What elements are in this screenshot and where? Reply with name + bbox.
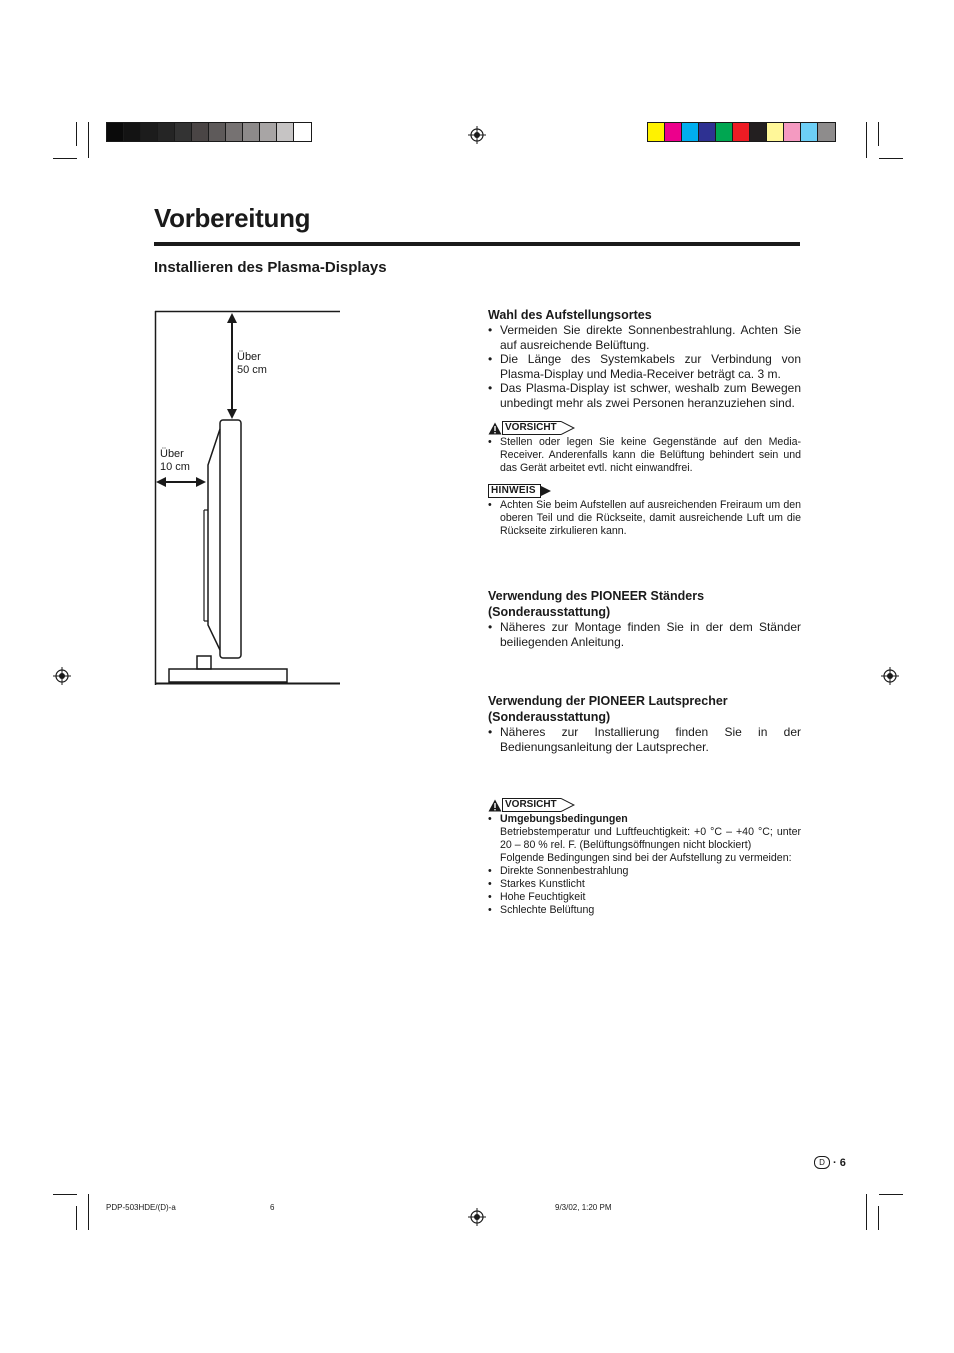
arrow-right-icon	[541, 486, 551, 496]
crop-mark	[866, 122, 867, 158]
caution-badge	[488, 421, 801, 435]
bullet-list	[488, 620, 801, 649]
section-heading: Verwendung des PIONEER Ständers	[488, 589, 705, 603]
language-badge: D	[814, 1156, 830, 1169]
section-heading: (Sonderausstattung)	[488, 710, 611, 724]
crop-mark	[76, 122, 77, 146]
list-item: Betriebstemperatur und Luftfeuchtigkeit: +0 °C – +40 °C; unter 20 – 80 % rel. F. (Belüftungsöffnungen nicht blockiert)	[500, 826, 801, 851]
color-swatch	[209, 123, 226, 141]
environment-heading: Umgebungsbedingungen	[500, 813, 628, 825]
cmyk-color-bar	[647, 122, 836, 142]
color-swatch	[192, 123, 209, 141]
section-location	[488, 307, 801, 538]
clearance-label-side	[160, 448, 190, 474]
color-swatch	[699, 123, 716, 141]
crop-mark	[879, 158, 903, 159]
color-swatch	[750, 123, 767, 141]
crop-mark	[866, 1194, 867, 1230]
color-swatch	[665, 123, 682, 141]
color-swatch	[716, 123, 733, 141]
list-item: • Schlechte Belüftung	[488, 904, 801, 917]
crop-mark	[878, 122, 879, 146]
color-swatch	[784, 123, 801, 141]
list-item	[488, 813, 801, 826]
page-title: Vorbereitung	[154, 203, 311, 233]
color-swatch	[124, 123, 141, 141]
color-swatch	[260, 123, 277, 141]
crop-mark	[53, 1194, 77, 1195]
clearance-label-top	[237, 351, 267, 377]
label-line: Über	[160, 448, 184, 460]
list-item: • Direkte Sonnenbestrahlung	[488, 865, 801, 878]
footer-center: 6	[270, 1203, 275, 1212]
footer-right: 9/3/02, 1:20 PM	[555, 1203, 612, 1212]
environment-list	[488, 813, 801, 917]
color-swatch	[226, 123, 243, 141]
color-swatch	[175, 123, 192, 141]
bullet-list	[488, 323, 801, 410]
crop-mark	[88, 122, 89, 158]
color-swatch	[277, 123, 294, 141]
note-label: HINWEIS	[488, 484, 541, 498]
registration-mark-icon	[881, 667, 899, 685]
list-item: • Das Plasma-Display ist schwer, weshalb zum Bewegen unbedingt mehr als zwei Personen heranzuziehen sind.	[488, 381, 801, 410]
color-swatch	[243, 123, 260, 141]
footer-left: PDP-503HDE/(D)-a	[106, 1203, 176, 1212]
grayscale-color-bar	[106, 122, 312, 142]
arrow-right-icon	[561, 798, 575, 812]
section-stand	[488, 588, 801, 649]
label-line: Über	[237, 351, 261, 363]
color-swatch	[648, 123, 665, 141]
crop-mark	[88, 1194, 89, 1230]
color-swatch	[682, 123, 699, 141]
caution-list	[488, 436, 801, 475]
list-item: • Näheres zur Montage finden Sie in der dem Ständer beiliegenden Anleitung.	[488, 620, 801, 649]
label-line: 50 cm	[237, 364, 267, 376]
title-rule	[154, 242, 800, 246]
warning-icon	[488, 422, 502, 435]
list-item: Folgende Bedingungen sind bei der Aufstellung zu vermeiden:	[500, 852, 792, 864]
bullet-list	[488, 725, 801, 754]
label-line: 10 cm	[160, 461, 190, 473]
crop-mark	[76, 1206, 77, 1230]
note-list	[488, 499, 801, 538]
color-swatch	[107, 123, 124, 141]
list-item: • Vermeiden Sie direkte Sonnenbestrahlung. Achten Sie auf ausreichende Belüftung.	[488, 323, 801, 352]
note-badge	[488, 484, 801, 498]
section-heading: Wahl des Aufstellungsortes	[488, 308, 652, 322]
caution-badge	[488, 798, 801, 812]
arrow-right-icon	[561, 421, 575, 435]
color-swatch	[767, 123, 784, 141]
section-heading: Verwendung der PIONEER Lautsprecher	[488, 694, 728, 708]
registration-mark-icon	[468, 126, 486, 144]
list-item: • Starkes Kunstlicht	[488, 878, 801, 891]
caution-label: VORSICHT	[502, 421, 561, 435]
color-swatch	[158, 123, 175, 141]
section-heading: (Sonderausstattung)	[488, 605, 611, 619]
warning-icon	[488, 799, 502, 812]
registration-mark-icon	[468, 1208, 486, 1226]
caution-label: VORSICHT	[502, 798, 561, 812]
color-swatch	[141, 123, 158, 141]
section-subtitle: Installieren des Plasma-Displays	[154, 259, 387, 276]
list-item: • Näheres zur Installierung finden Sie in der Bedienungsanleitung der Lautsprecher.	[488, 725, 801, 754]
crop-mark	[879, 1194, 903, 1195]
color-swatch	[801, 123, 818, 141]
page-number	[814, 1156, 846, 1169]
list-item: • Hohe Feuchtigkeit	[488, 891, 801, 904]
color-swatch	[294, 123, 311, 141]
list-item: • Die Länge des Systemkabels zur Verbindung von Plasma-Display und Media-Receiver beträgt ca. 3 m.	[488, 352, 801, 381]
crop-mark	[878, 1206, 879, 1230]
crop-mark	[53, 158, 77, 159]
color-swatch	[818, 123, 835, 141]
registration-mark-icon	[53, 667, 71, 685]
color-swatch	[733, 123, 750, 141]
list-item: • Stellen oder legen Sie keine Gegenstände auf den Media-Receiver. Anderenfalls kann die Belüftung behindert sein und das Gerät arbeitet evtl. nicht einwandfrei.	[488, 436, 801, 475]
section-speakers	[488, 693, 801, 754]
page-number-value: · 6	[833, 1156, 846, 1169]
section-environment	[488, 798, 801, 917]
list-item: • Achten Sie beim Aufstellen auf ausreichenden Freiraum um den oberen Teil und die Rückseite, damit ausreichende Luft um die Rückseite zirkulieren kann.	[488, 499, 801, 538]
